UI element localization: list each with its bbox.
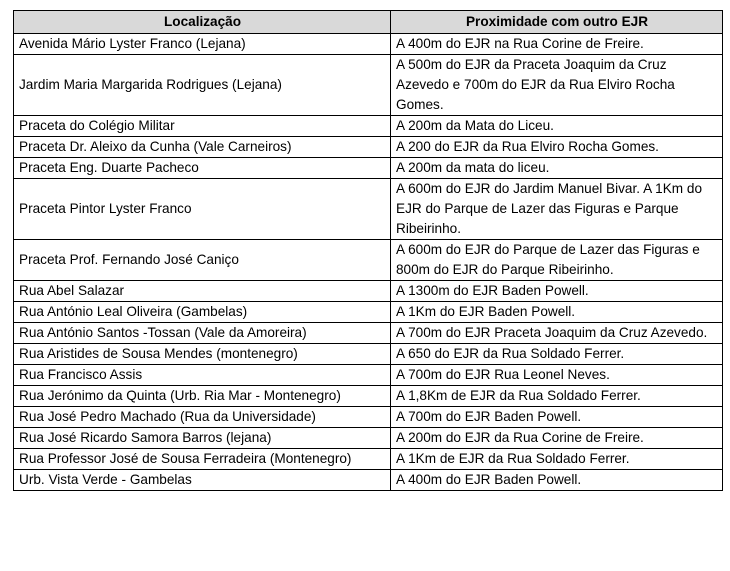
cell-localizacao: Praceta do Colégio Militar <box>14 116 391 137</box>
cell-proximidade: A 1Km do EJR Baden Powell. <box>391 302 723 323</box>
cell-localizacao: Praceta Dr. Aleixo da Cunha (Vale Carneiros) <box>14 137 391 158</box>
cell-proximidade: A 500m do EJR da Praceta Joaquim da Cruz Azevedo e 700m do EJR da Rua Elviro Rocha Gomes. <box>391 55 723 116</box>
table-row <box>14 179 723 240</box>
cell-proximidade: A 400m do EJR na Rua Corine de Freire. <box>391 34 723 55</box>
table-row <box>14 34 723 55</box>
cell-localizacao: Rua António Leal Oliveira (Gambelas) <box>14 302 391 323</box>
header-localizacao: Localização <box>14 11 391 34</box>
cell-localizacao: Rua José Ricardo Samora Barros (lejana) <box>14 428 391 449</box>
table-row <box>14 116 723 137</box>
cell-localizacao: Praceta Prof. Fernando José Caniço <box>14 240 391 281</box>
table-row <box>14 137 723 158</box>
table-row <box>14 407 723 428</box>
cell-proximidade: A 700m do EJR Praceta Joaquim da Cruz Azevedo. <box>391 323 723 344</box>
cell-proximidade: A 1,8Km de EJR da Rua Soldado Ferrer. <box>391 386 723 407</box>
cell-proximidade: A 200 do EJR da Rua Elviro Rocha Gomes. <box>391 137 723 158</box>
cell-proximidade: A 700m do EJR Rua Leonel Neves. <box>391 365 723 386</box>
cell-proximidade: A 600m do EJR do Jardim Manuel Bivar. A 1Km do EJR do Parque de Lazer das Figuras e Parque Ribeirinho. <box>391 179 723 240</box>
cell-localizacao: Jardim Maria Margarida Rodrigues (Lejana) <box>14 55 391 116</box>
table-row <box>14 281 723 302</box>
header-proximidade: Proximidade com outro EJR <box>391 11 723 34</box>
cell-proximidade: A 200m da mata do liceu. <box>391 158 723 179</box>
table-row <box>14 55 723 116</box>
cell-proximidade: A 1Km de EJR da Rua Soldado Ferrer. <box>391 449 723 470</box>
cell-proximidade: A 650 do EJR da Rua Soldado Ferrer. <box>391 344 723 365</box>
table-row <box>14 365 723 386</box>
table-row <box>14 449 723 470</box>
cell-proximidade: A 400m do EJR Baden Powell. <box>391 470 723 491</box>
cell-proximidade: A 600m do EJR do Parque de Lazer das Figuras e 800m do EJR do Parque Ribeirinho. <box>391 240 723 281</box>
cell-localizacao: Avenida Mário Lyster Franco (Lejana) <box>14 34 391 55</box>
table-row <box>14 323 723 344</box>
cell-localizacao: Rua Abel Salazar <box>14 281 391 302</box>
cell-localizacao: Praceta Pintor Lyster Franco <box>14 179 391 240</box>
cell-localizacao: Rua António Santos -Tossan (Vale da Amoreira) <box>14 323 391 344</box>
cell-localizacao: Rua José Pedro Machado (Rua da Universidade) <box>14 407 391 428</box>
table-row <box>14 344 723 365</box>
table-row <box>14 428 723 449</box>
cell-localizacao: Praceta Eng. Duarte Pacheco <box>14 158 391 179</box>
table-row <box>14 240 723 281</box>
cell-localizacao: Rua Aristides de Sousa Mendes (montenegro) <box>14 344 391 365</box>
cell-proximidade: A 1300m do EJR Baden Powell. <box>391 281 723 302</box>
cell-proximidade: A 200m do EJR da Rua Corine de Freire. <box>391 428 723 449</box>
table-row <box>14 158 723 179</box>
cell-localizacao: Rua Professor José de Sousa Ferradeira (Montenegro) <box>14 449 391 470</box>
cell-proximidade: A 200m da Mata do Liceu. <box>391 116 723 137</box>
cell-localizacao: Urb. Vista Verde - Gambelas <box>14 470 391 491</box>
table-row <box>14 470 723 491</box>
cell-localizacao: Rua Francisco Assis <box>14 365 391 386</box>
proximity-table <box>13 10 723 491</box>
cell-proximidade: A 700m do EJR Baden Powell. <box>391 407 723 428</box>
table-header-row <box>14 11 723 34</box>
table-row <box>14 386 723 407</box>
cell-localizacao: Rua Jerónimo da Quinta (Urb. Ria Mar - Montenegro) <box>14 386 391 407</box>
table-row <box>14 302 723 323</box>
